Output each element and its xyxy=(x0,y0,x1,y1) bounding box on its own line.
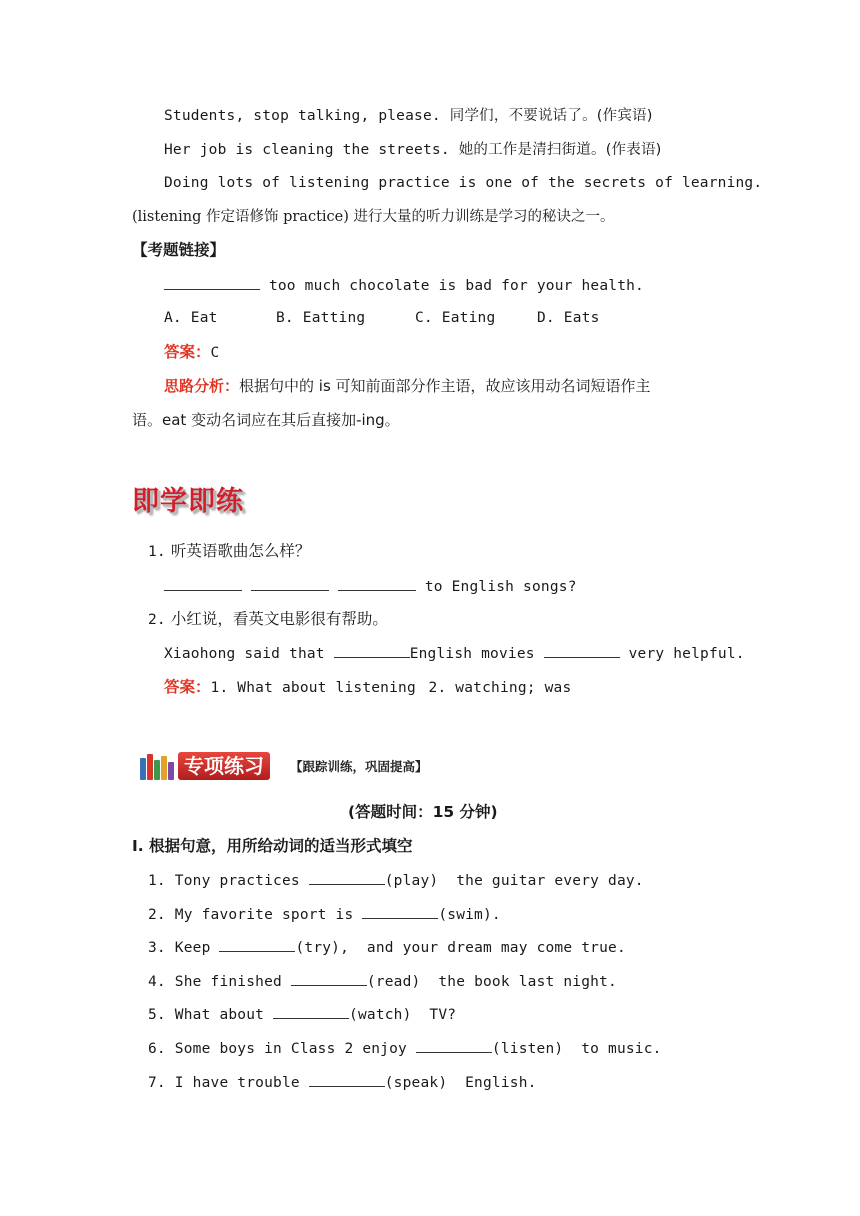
answer-blank xyxy=(291,971,367,986)
exam-answer xyxy=(164,342,219,363)
answer-blank xyxy=(164,275,260,290)
answer-blank xyxy=(362,904,438,919)
question-text-b: English movies xyxy=(409,646,535,662)
analysis-line-1: 根据句中的 is 可知前面部分作主语，故应该用动名词短语作主 xyxy=(239,377,651,395)
exam-analysis xyxy=(164,376,651,396)
example-1 xyxy=(164,106,653,126)
question-zh: 小红说，看英文电影很有帮助。 xyxy=(170,610,388,628)
answer-label: 答案： xyxy=(164,343,211,361)
answer-blank xyxy=(544,643,620,658)
practice-q1-en xyxy=(164,576,577,597)
item-number: 7. xyxy=(148,1074,175,1091)
books-icon xyxy=(140,754,174,780)
analysis-line-2: 语。eat 变动名词应在其后直接加-ing。 xyxy=(132,411,400,429)
question-number: 2. xyxy=(148,612,166,628)
practice-q2 xyxy=(148,609,388,630)
verb-hint: (speak) xyxy=(384,1074,448,1091)
item-text-before: I have trouble xyxy=(174,1074,309,1091)
item-number: 2. xyxy=(148,906,175,923)
item-text-after: the guitar every day. xyxy=(438,873,644,889)
item-text-after: to music. xyxy=(563,1041,662,1057)
question-text: to English songs? xyxy=(424,579,577,595)
question-text: too much chocolate is bad for your health. xyxy=(268,278,644,294)
exam-question xyxy=(164,275,644,296)
option-b: B. Eatting xyxy=(276,310,366,326)
exercise-item xyxy=(148,937,626,958)
exercise-item xyxy=(148,971,617,992)
item-number: 4. xyxy=(148,973,175,990)
item-text-after: English. xyxy=(447,1074,537,1091)
item-number: 5. xyxy=(148,1007,175,1024)
example-2 xyxy=(164,140,662,160)
example-en: Her job is cleaning the streets. xyxy=(164,142,450,158)
question-number: 1. xyxy=(148,544,166,560)
practice-q2-en xyxy=(164,643,745,664)
example-3-en: Doing lots of listening practice is one of the secrets of learning. xyxy=(164,175,763,191)
exercise-item xyxy=(148,1004,456,1025)
item-text-after: and your dream may come true. xyxy=(349,940,626,957)
answer-blank xyxy=(334,643,410,658)
answer-blank xyxy=(309,1072,385,1087)
answer-value-a: 1. What about listening xyxy=(210,680,416,696)
practice-banner: 即学即练 xyxy=(132,486,244,517)
example-3-zh: (listening 作定语修饰 practice) 进行大量的听力训练是学习的秘诀之一。 xyxy=(132,209,615,225)
analysis-label: 思路分析： xyxy=(164,377,240,395)
exercise-item xyxy=(148,1038,662,1059)
item-text-before: Some boys in Class 2 enjoy xyxy=(174,1041,416,1057)
question-text-a: Xiaohong said that xyxy=(164,646,325,662)
verb-hint: (swim). xyxy=(438,906,501,923)
item-text-before: What about xyxy=(174,1007,274,1024)
exam-options xyxy=(164,308,600,328)
answer-blank xyxy=(309,870,385,885)
practice-answer xyxy=(164,677,571,698)
example-zh: 她的工作是清扫街道。(作表语) xyxy=(458,142,662,158)
item-text-before: My favorite sport is xyxy=(174,906,363,923)
item-text-before: She finished xyxy=(174,973,291,990)
answer-blank xyxy=(273,1004,349,1019)
time-note: (答题时间：15 分钟) xyxy=(348,803,498,821)
verb-hint: (try), xyxy=(295,940,350,957)
verb-hint: (listen) xyxy=(491,1041,564,1057)
item-text-before: Keep xyxy=(174,940,220,957)
answer-value: C xyxy=(210,345,220,361)
item-number: 6. xyxy=(148,1041,175,1057)
practice-q1 xyxy=(148,541,310,562)
item-text-after: the book last night. xyxy=(420,973,617,990)
item-number: 3. xyxy=(148,940,175,957)
verb-hint: (watch) xyxy=(349,1007,412,1024)
question-text-c: very helpful. xyxy=(628,646,745,662)
option-a: A. Eat xyxy=(164,310,218,326)
answer-label: 答案： xyxy=(164,678,211,696)
option-c: C. Eating xyxy=(415,310,496,326)
banner-title: 专项练习 xyxy=(178,752,270,780)
item-text-before: Tony practices xyxy=(174,873,309,889)
verb-hint: (read) xyxy=(366,973,421,990)
example-en: Students, stop talking, please. xyxy=(164,108,441,124)
section-title: Ⅰ. 根据句意，用所给动词的适当形式填空 xyxy=(132,837,413,855)
answer-blank xyxy=(416,1038,492,1053)
exercise-item xyxy=(148,904,501,925)
option-d: D. Eats xyxy=(537,310,600,326)
exercise-item xyxy=(148,870,644,891)
verb-hint: (play) xyxy=(384,873,439,889)
answer-blank xyxy=(251,576,329,591)
item-text-after: TV? xyxy=(411,1007,457,1024)
example-zh: 同学们，不要说话了。(作宾语) xyxy=(449,108,653,124)
answer-blank xyxy=(338,576,416,591)
banner-subtitle: 【跟踪训练，巩固提高】 xyxy=(290,759,428,774)
answer-blank xyxy=(219,937,295,952)
exercise-item xyxy=(148,1072,537,1093)
answer-value-b: 2. watching; was xyxy=(428,680,572,696)
question-zh: 听英语歌曲怎么样？ xyxy=(170,542,311,560)
exam-link-heading: 【考题链接】 xyxy=(132,241,226,259)
item-number: 1. xyxy=(148,873,175,889)
answer-blank xyxy=(164,576,242,591)
